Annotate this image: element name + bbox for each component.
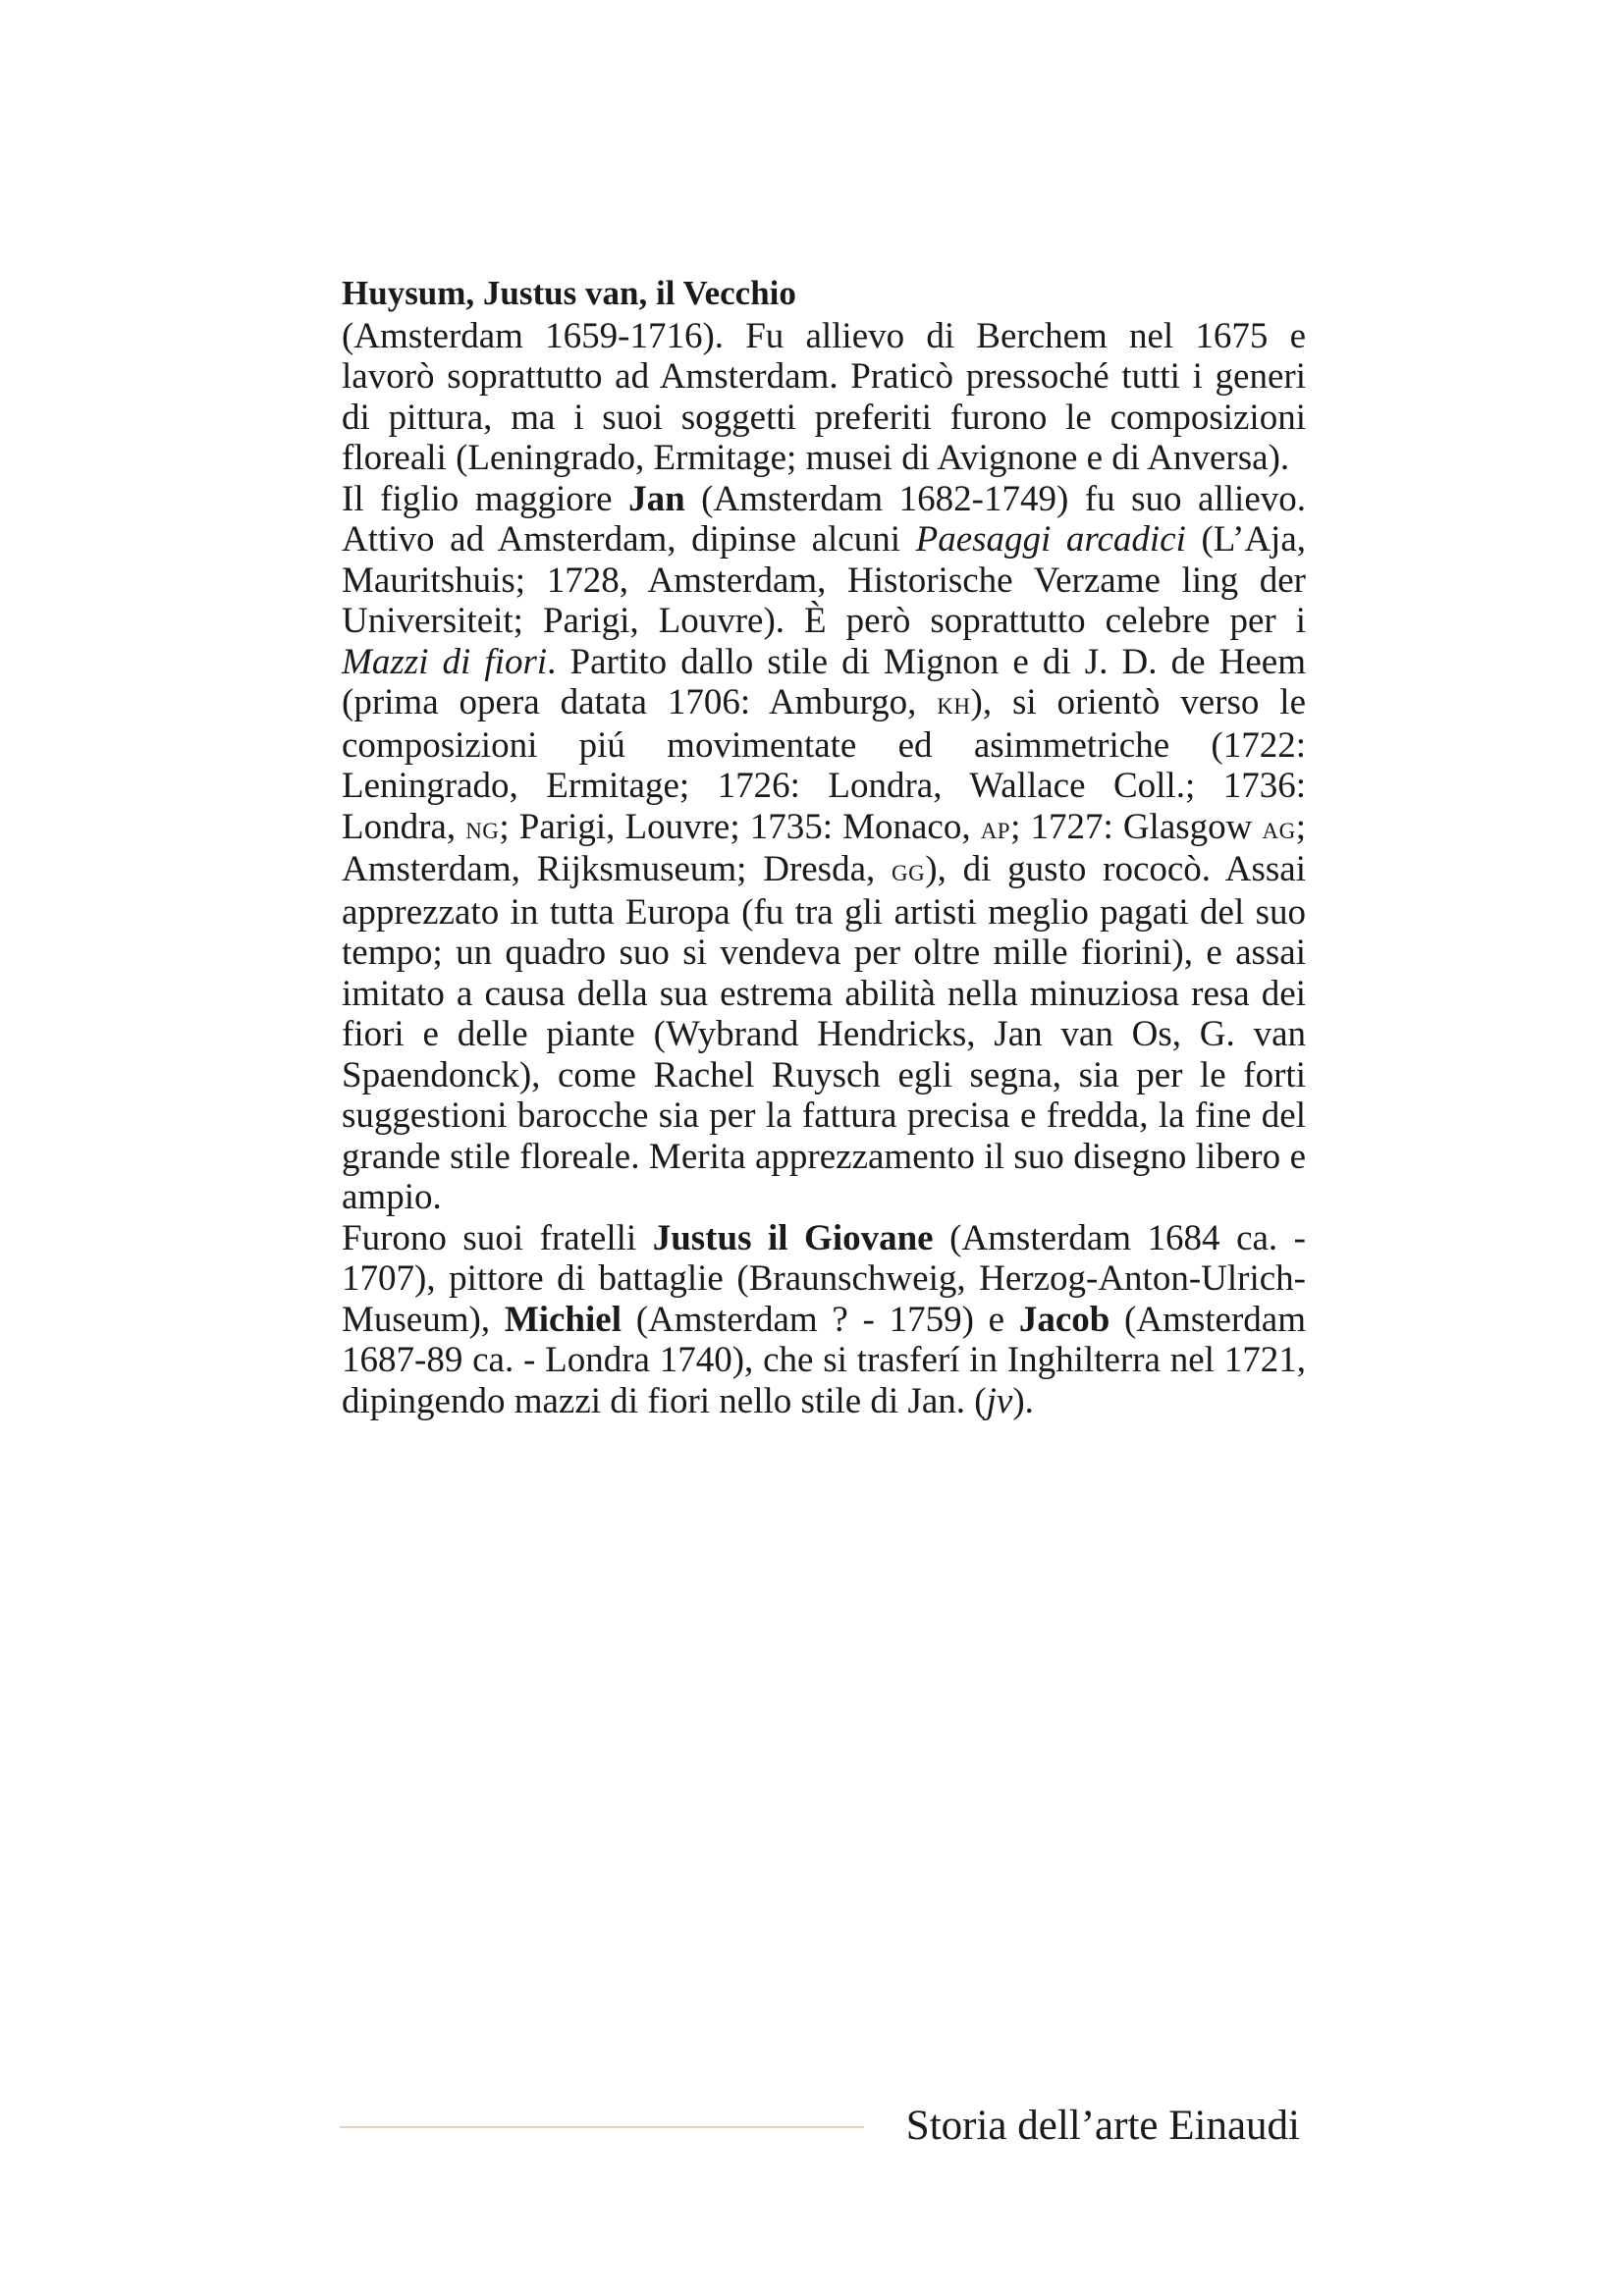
- text-run: (L’Aja, Mauritshuis; 1728, Amsterdam, Historische Verzame ling der Universiteit; Parigi, Louvre). È però soprattutto celebre per i: [342, 519, 1306, 641]
- work-title: Paesaggi arcadici: [915, 519, 1186, 560]
- text-run: (Amsterdam 1684 ca. - 1707), pittore di battaglie (Braunschweig, Herzog-Anton-Ulrich-Museum),: [342, 1217, 1306, 1340]
- text-run: ).: [1012, 1380, 1034, 1421]
- text-run: ; Amsterdam, Rijksmuseum; Dresda,: [342, 806, 1306, 889]
- text-run: ), di gusto rococò. Assai apprezzato in tutta Europa (fu tra gli artisti meglio pagati del suo tempo; un quadro suo si vendeva per oltre mille fiorini), e assai imitato a causa della sua estrema abilità nella minuziosa resa dei fiori e delle piante (Wybrand Hendricks, Jan van Os, G. van Spaendonck), come Rachel Ruysch egli segna, sia per le forti suggestioni barocche sia per la fattura precisa e fredda, la fine del grande stile floreale. Merita apprezzamento il suo disegno libero e ampio.: [342, 849, 1306, 1217]
- text-run: ; Parigi, Louvre; 1735: Monaco,: [499, 806, 981, 847]
- name-jacob: Jacob: [1018, 1299, 1110, 1340]
- text-run: (Amsterdam ? - 1759) e: [622, 1299, 1019, 1340]
- text-run: ; 1727: Glasgow: [1010, 806, 1263, 847]
- work-title: Mazzi di fiori: [342, 641, 548, 682]
- text-run: Il figlio maggiore: [342, 478, 629, 519]
- encyclopedia-entry: [342, 273, 1306, 1421]
- entry-paragraph-3: [342, 1218, 1306, 1422]
- footer-rule: [340, 2126, 864, 2128]
- footer-publisher: Storia dell’arte Einaudi: [905, 2103, 1300, 2149]
- text-run: (Amsterdam 1687-89 ca. - Londra 1740), che si trasferí in Inghilterra nel 1721, dipingendo mazzi di fiori nello stile di Jan. (: [342, 1299, 1307, 1421]
- museum-abbreviation: ag: [1262, 810, 1296, 846]
- name-justus-il-giovane: Justus il Giovane: [652, 1217, 934, 1258]
- name-michiel: Michiel: [504, 1299, 622, 1340]
- text-run: ), si orientò verso le composizioni piú movimentate ed asimmetriche (1722: Leningrado, Ermitage; 1726: Londra, Wallace Coll.; 1736: Londra,: [342, 682, 1306, 847]
- author-initials: jv: [986, 1380, 1013, 1421]
- name-jan: Jan: [628, 478, 685, 519]
- museum-abbreviation: ng: [465, 810, 500, 846]
- text-run: Furono suoi fratelli: [342, 1217, 653, 1258]
- entry-paragraph-2: [342, 479, 1306, 1218]
- entry-title: Huysum, Justus van, il Vecchio: [342, 274, 796, 312]
- text-run: . Partito dallo stile di Mignon e di J. D. de Heem (prima opera datata 1706: Amburgo,: [342, 641, 1306, 722]
- text-run: (Amsterdam 1682-1749) fu suo allievo. Attivo ad Amsterdam, dipinse alcuni: [342, 478, 1306, 560]
- museum-abbreviation: kh: [937, 686, 971, 721]
- entry-paragraph-1: (Amsterdam 1659-1716). Fu allievo di Berchem nel 1675 e lavorò soprattutto ad Amsterdam. Praticò pressoché tutti i generi di pittura, ma i suoi soggetti preferiti furono le composizioni floreali (Leningrado, Ermitage; musei di Avignone e di Anversa).: [342, 315, 1306, 478]
- museum-abbreviation: gg: [892, 853, 926, 888]
- museum-abbreviation: ap: [980, 810, 1011, 846]
